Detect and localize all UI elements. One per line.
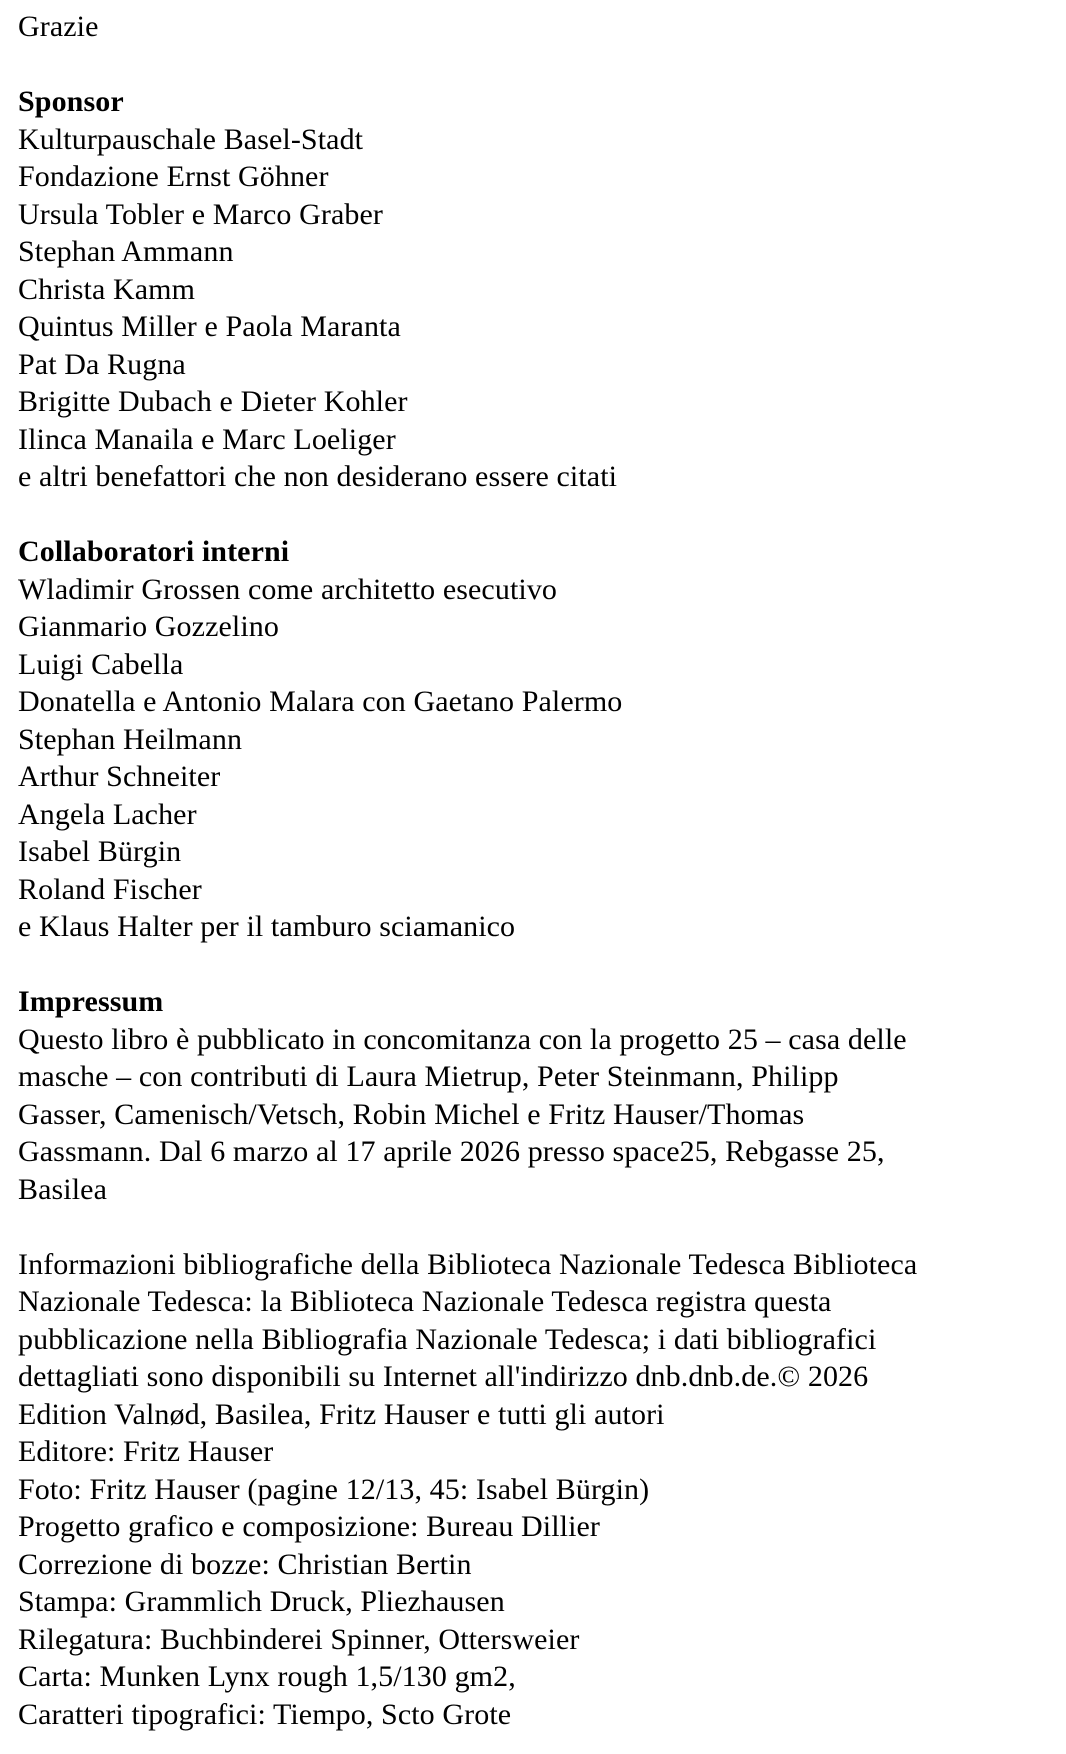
text-line: Ilinca Manaila e Marc Loeliger	[18, 422, 396, 456]
collaboratori-list	[18, 571, 1046, 946]
text-line: Gasser, Camenisch/Vetsch, Robin Michel e Fritz Hauser/Thomas	[18, 1097, 805, 1131]
text-line: masche – con contributi di Laura Mietrup, Peter Steinmann, Philipp	[18, 1060, 839, 1093]
impressum-publication-paragraph	[18, 1021, 1046, 1209]
text-line: Arthur Schneiter	[18, 760, 221, 793]
text-line: Christa Kamm	[18, 272, 196, 306]
text-line: Editore: Fritz Hauser	[18, 1435, 274, 1468]
text-line: Wladimir Grossen come architetto esecutivo	[18, 572, 558, 606]
text-line: Foto: Fritz Hauser (pagine 12/13, 45: Isabel Bürgin)	[18, 1472, 650, 1506]
text-line: Angela Lacher	[18, 797, 197, 831]
text-line: Ursula Tobler e Marco Graber	[18, 197, 383, 231]
section-sponsor	[18, 83, 1046, 496]
text-line: Progetto grafico e composizione: Bureau Dillier	[18, 1510, 601, 1543]
blank-line	[18, 946, 1046, 984]
impressum-heading: Impressum	[18, 985, 164, 1018]
sponsor-list	[18, 121, 1046, 496]
text-line: Gassmann. Dal 6 marzo al 17 aprile 2026 presso space25, Rebgasse 25,	[18, 1135, 885, 1168]
text-line: pubblicazione nella Bibliografia Nazionale Tedesca; i dati bibliografici	[18, 1322, 877, 1356]
text-line: Gianmario Gozzelino	[18, 610, 279, 643]
text-line: Questo libro è pubblicato in concomitanza con la progetto 25 – casa delle	[18, 1022, 907, 1056]
collaboratori-heading: Collaboratori interni	[18, 535, 290, 568]
text-line: Roland Fischer	[18, 872, 202, 906]
blank-line	[18, 496, 1046, 534]
sponsor-heading: Sponsor	[18, 85, 124, 118]
text-line: Isabel Bürgin	[18, 835, 182, 868]
blank-line	[18, 46, 1046, 84]
text-line: dettagliati sono disponibili su Internet all'indirizzo dnb.dnb.de.© 2026	[18, 1360, 869, 1393]
text-line: Nazionale Tedesca: la Biblioteca Nazionale Tedesca registra questa	[18, 1285, 832, 1318]
text-line: Donatella e Antonio Malara con Gaetano Palermo	[18, 685, 623, 718]
text-line: Carta: Munken Lynx rough 1,5/130 gm2,	[18, 1660, 516, 1693]
text-line: Brigitte Dubach e Dieter Kohler	[18, 385, 408, 418]
blank-line	[18, 1208, 1046, 1246]
section-collaboratori-interni	[18, 533, 1046, 946]
text-line: e altri benefattori che non desiderano essere citati	[18, 460, 618, 493]
text-line: Stampa: Grammlich Druck, Pliezhausen	[18, 1585, 505, 1618]
impressum-bibliographic-credits-paragraph	[18, 1246, 1046, 1734]
text-line: Basilea	[18, 1172, 108, 1206]
text-line: Rilegatura: Buchbinderei Spinner, Ottersweier	[18, 1622, 580, 1656]
text-line: Informazioni bibliografiche della Biblioteca Nazionale Tedesca Biblioteca	[18, 1247, 918, 1281]
text-line: Correzione di bozze: Christian Bertin	[18, 1547, 472, 1581]
text-line: Pat Da Rugna	[18, 347, 186, 381]
text-line: e Klaus Halter per il tamburo sciamanico	[18, 910, 516, 943]
intro-line: Grazie	[18, 10, 99, 43]
text-line: Fondazione Ernst Göhner	[18, 160, 329, 193]
text-line: Edition Valnød, Basilea, Fritz Hauser e tutti gli autori	[18, 1397, 665, 1431]
text-line: Stephan Ammann	[18, 235, 234, 268]
text-line: Caratteri tipografici: Tiempo, Scto Grote	[18, 1697, 512, 1731]
text-line: Stephan Heilmann	[18, 722, 243, 756]
text-line: Luigi Cabella	[18, 647, 184, 681]
text-line: Quintus Miller e Paola Maranta	[18, 310, 401, 343]
section-impressum	[18, 983, 1046, 1733]
text-line: Kulturpauschale Basel-Stadt	[18, 122, 364, 156]
